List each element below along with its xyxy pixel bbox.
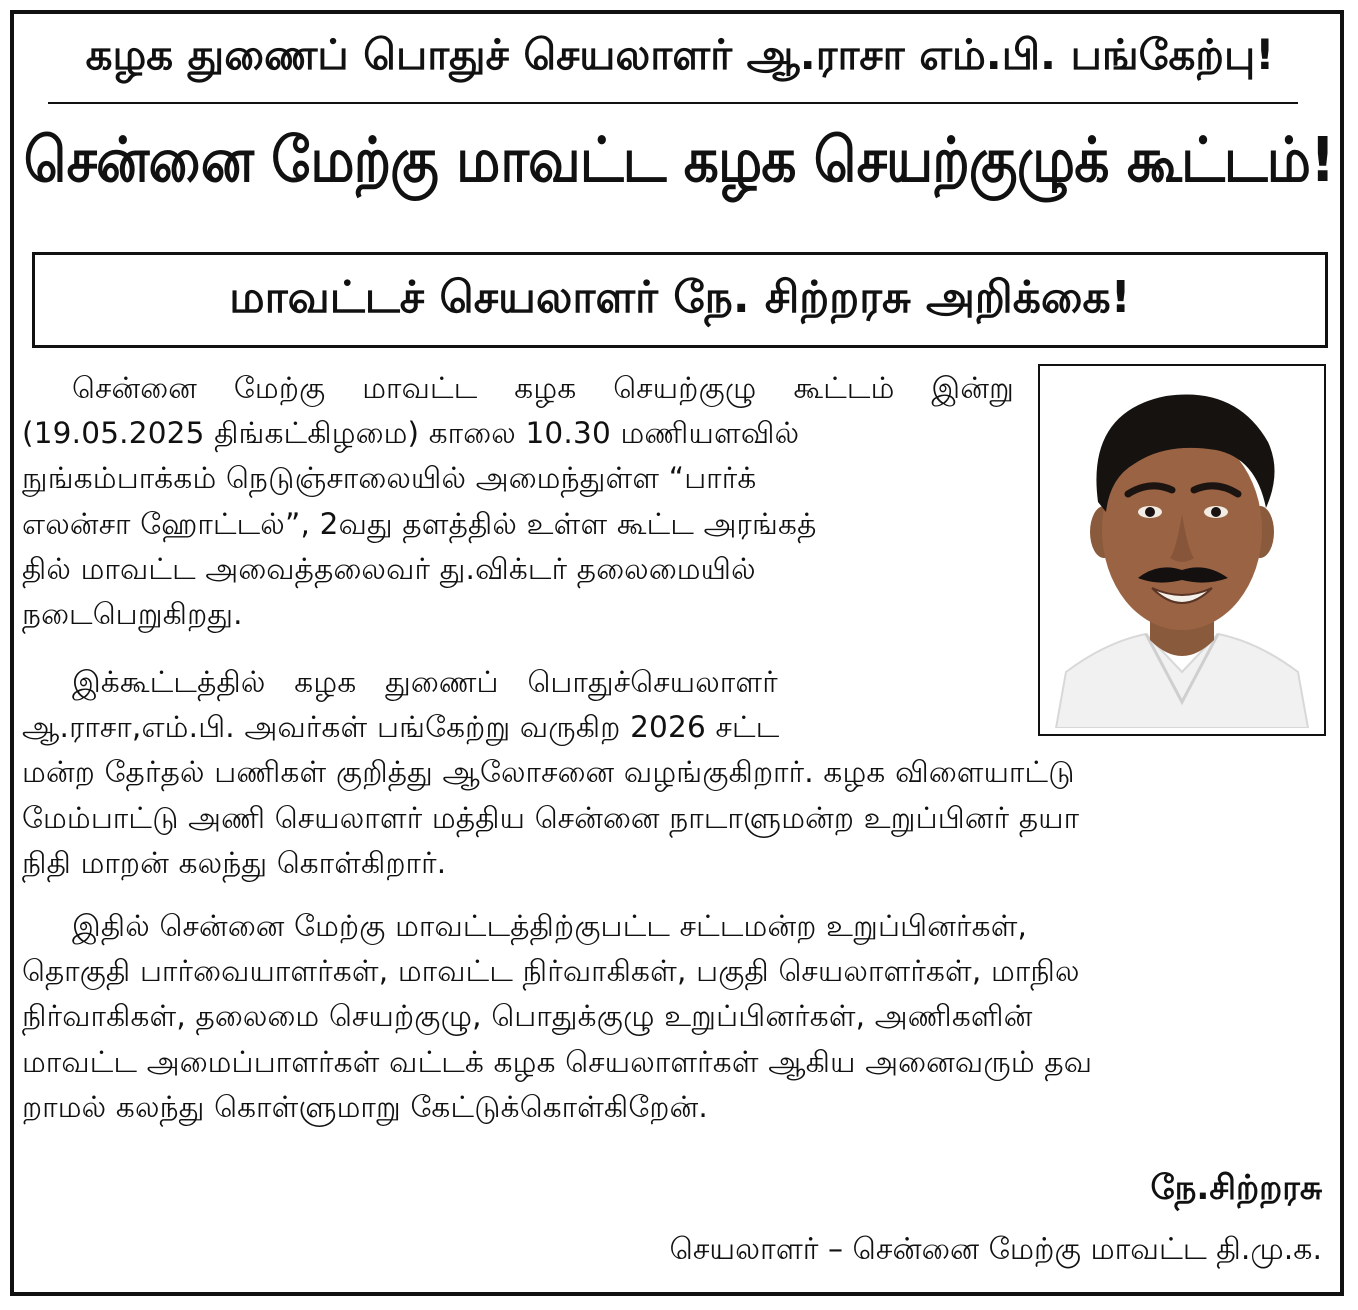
subheadline-box [32,252,1328,348]
paragraph-1-line: நுங்கம்பாக்கம் நெடுஞ்சாலையில் அமைந்துள்ள “பார்க் [22,461,757,496]
paragraph-1-line: சென்னை மேற்கு மாவட்ட கழக செயற்குழு கூட்டம் இன்று [72,371,1014,405]
main-headline: சென்னை மேற்கு மாவட்ட கழக செயற்குழுக் கூட்டம்! [23,123,1335,196]
paragraph-3 [22,904,1328,1130]
paragraph-2-line: நிதி மாறன் கலந்து கொள்கிறார். [22,845,447,880]
paragraph-3-line: றாமல் கலந்து கொள்ளுமாறு கேட்டுக்கொள்கிறேன். [22,1089,708,1124]
paragraph-1 [22,366,1014,637]
paragraph-2-line: இக்கூட்டத்தில் கழக துணைப் பொதுச்செயலாளர் [72,665,778,699]
paragraph-1-line: நடைபெறுகிறது. [22,597,243,632]
paragraph-3-line: இதில் சென்னை மேற்கு மாவட்டத்திற்குபட்ட சட்டமன்ற உறுப்பினர்கள், [72,909,1028,943]
signatory-name: நே.சிற்றரசு [1150,1168,1322,1208]
paragraph-3-line: மாவட்ட அமைப்பாளர்கள் வட்டக் கழக செயலாளர்கள் ஆகிய அனைவரும் தவ [22,1044,1093,1079]
paragraph-1-line: (19.05.2025 திங்கட்கிழமை) காலை 10.30 மணியளவில் [22,416,800,451]
paragraph-3-line: நிர்வாகிகள், தலைமை செயற்குழு, பொதுக்குழு உறுப்பினர்கள், அணிகளின் [22,999,1033,1034]
paragraph-2-line: ஆ.ராசா,எம்.பி. அவர்கள் பங்கேற்று வருகிற 2026 சட்ட [22,710,780,745]
paragraph-2-line: மன்ற தேர்தல் பணிகள் குறித்து ஆலோசனை வழங்குகிறார். கழக விளையாட்டு [22,755,1075,790]
subheadline: மாவட்டச் செயலாளர் நே. சிற்றரசு அறிக்கை! [229,271,1131,323]
signatory-role: செயலாளர் – சென்னை மேற்கு மாவட்ட தி.மு.க. [669,1232,1322,1267]
paragraph-3-line: தொகுதி பார்வையாளர்கள், மாவட்ட நிர்வாகிகள், பகுதி செயலாளர்கள், மாநில [22,954,1080,989]
paragraph-2 [22,660,1328,886]
paragraph-2-line: மேம்பாட்டு அணி செயலாளர் மத்திய சென்னை நாடாளுமன்ற உறுப்பினர் தயா [22,800,1080,835]
paragraph-1-line: தில் மாவட்ட அவைத்தலைவர் து.விக்டர் தலைமையில் [22,551,756,586]
paragraph-1-line: எலன்சா ஹோட்டல்”, 2வது தளத்தில் உள்ள கூட்ட அரங்கத் [22,506,817,541]
top-headline: கழக துணைப் பொதுச் செயலாளர் ஆ.ராசா எம்.பி. பங்கேற்பு! [85,30,1275,79]
headline-divider [48,102,1298,104]
